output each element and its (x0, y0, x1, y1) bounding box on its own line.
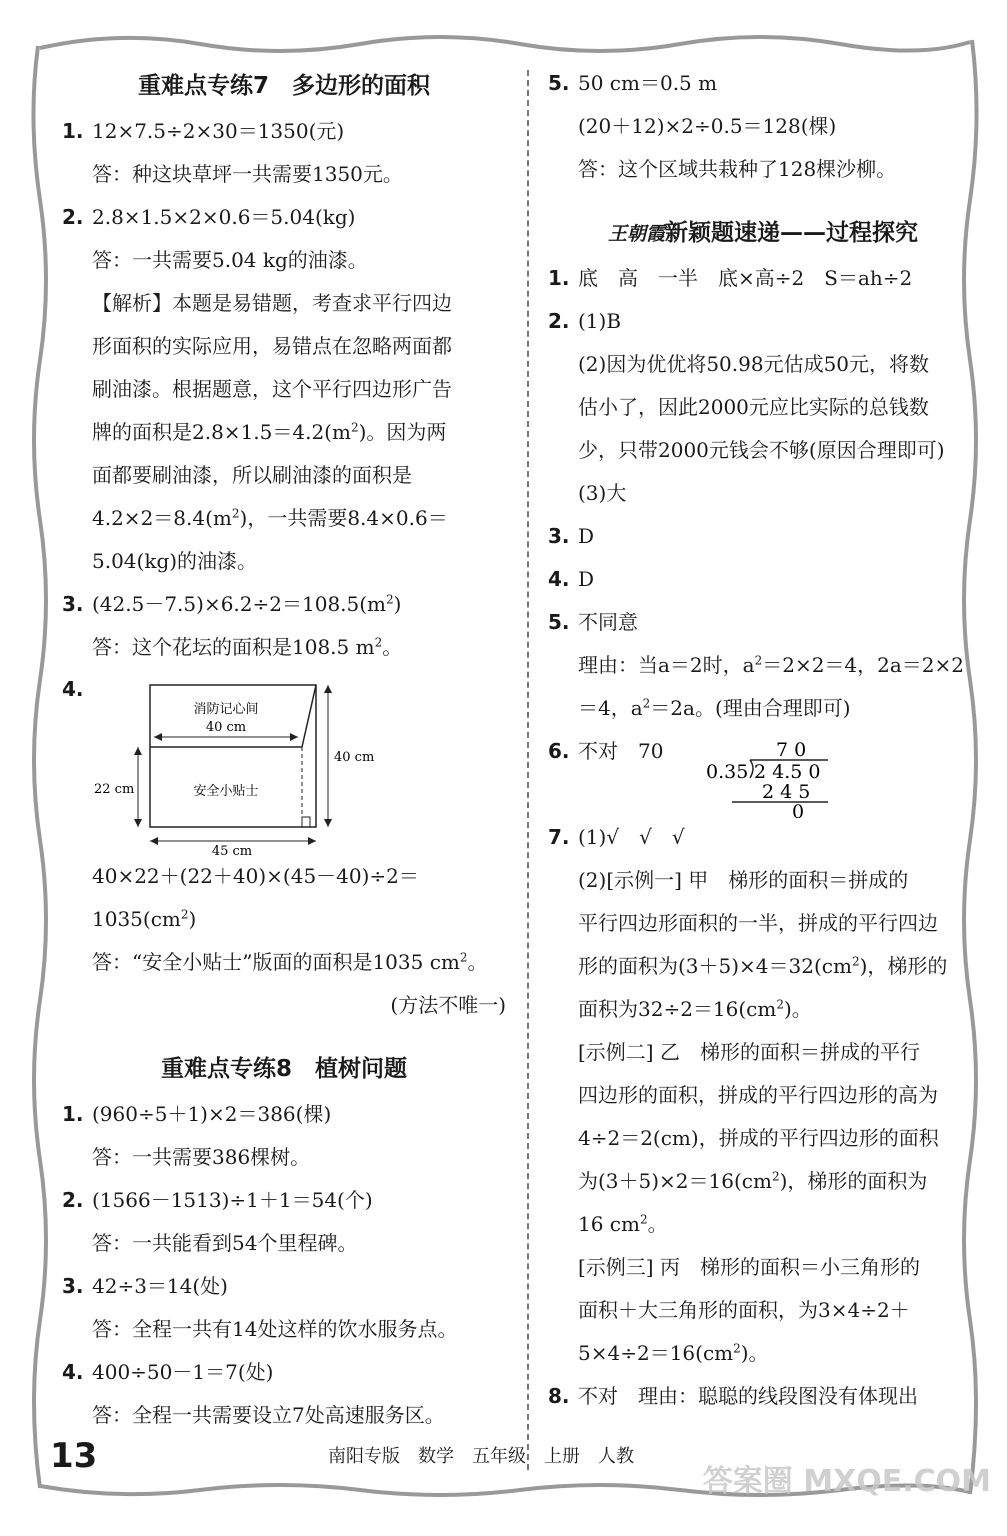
answer-line: 答：一共能看到54个里程碑。 (92, 1231, 358, 1255)
left-column (62, 62, 506, 1437)
answer-line: 4. 400÷50－1＝7(处) (62, 1351, 506, 1394)
svg-text:0: 0 (792, 801, 805, 818)
watermark: 答案圈 MXQE.COM (702, 1464, 991, 1499)
answer-line: 面积＋大三角形的面积，为3×4÷2＋ (578, 1298, 910, 1322)
item-number: 1. (548, 266, 570, 290)
answer-line: 3. $(42.5-7.5)\times 6.2\div 2=108.5(m^2)$ (62, 583, 506, 626)
answer-line: (3)大 (578, 481, 627, 505)
answer-line: 2. (1566－1513)÷1＋1＝54(个) (62, 1179, 506, 1222)
analysis-line: 刷油漆。根据题意，这个平行四边形广告 (92, 377, 452, 401)
item-number: 1. (62, 1102, 84, 1126)
answer-line: 面积为$32\div 2=16(cm^2)$。 (578, 997, 812, 1021)
figure-poster-layout (62, 669, 506, 855)
svg-text:0.35: 0.35 (706, 761, 749, 783)
answer-line: 8. 不对 理由：聪聪的线段图没有体现出 (548, 1375, 978, 1418)
item-number: 2. (62, 1188, 84, 1212)
answer-line: 答：这个花坛的面积是108.5 $m^2$。 (92, 635, 403, 659)
answer-line: 答：一共需要386棵树。 (92, 1145, 311, 1169)
answer-line: 16 $cm^2$。 (578, 1212, 668, 1236)
width-label-top: 40 cm (205, 720, 247, 735)
poster-diagram (62, 669, 502, 855)
answer-line: $5\times 4\div 2=16(cm^2)$。 (578, 1341, 769, 1365)
footer-info: 南阳专版 数学 五年级 上册 人教 (328, 1446, 634, 1467)
analysis-line: 5.04(kg)的油漆。 (92, 549, 258, 573)
item-number: 4. (548, 567, 570, 591)
height-label-right: 40 cm (334, 750, 375, 765)
page-number: 13 (50, 1436, 98, 1476)
analysis-line: 牌的面积是$2.8\times 1.5=4.2(m^2)$。因为两 (92, 420, 447, 444)
answer-line: 4÷2＝2(cm)，拼成的平行四边形的面积 (578, 1126, 939, 1150)
poster-top-label: 消防记心间 (193, 702, 259, 717)
answer-line: 答：这个区域共栽种了128棵沙柳。 (578, 157, 897, 181)
right-column (548, 62, 978, 1418)
analysis-line: 【解析】本题是易错题，考查求平行四边 (92, 291, 452, 315)
answer-line: 3. 42÷3＝14(处) (62, 1265, 506, 1308)
answer-line: 2. (1)B (548, 300, 978, 343)
analysis-line: 面都要刷油漆，所以刷油漆的面积是 (92, 463, 412, 487)
answer-line: 5. 50 cm＝0.5 m (548, 62, 978, 105)
item-number: 2. (548, 309, 570, 333)
item-number: 3. (548, 524, 570, 548)
answer-line: 2. 2.8×1.5×2×0.6＝5.04(kg) (62, 196, 506, 239)
answer-line: ＝4，$a^2=2a$。(理由合理即可) (578, 696, 851, 720)
long-division (704, 730, 854, 818)
item-number: 7. (548, 825, 570, 849)
answer-line: 40×22＋(22＋40)×(45－40)÷2＝ (92, 864, 419, 888)
answer-line: 1. (960÷5＋1)×2＝386(棵) (62, 1093, 506, 1136)
answer-line: 3. D (548, 515, 978, 558)
analysis-line: $4.2\times 2=8.4(m^2)$，一共需要8.4×0.6＝ (92, 506, 448, 530)
item-number: 8. (548, 1384, 570, 1408)
height-label-left: 22 cm (94, 782, 135, 797)
answer-line: 估小了，因此2000元应比实际的总钱数 (578, 395, 929, 419)
item-number: 5. (548, 71, 570, 95)
answer-line: $1035(cm^2)$ (92, 907, 197, 931)
column-divider (527, 70, 529, 1470)
answer-line: 7. (1)√ √ √ (548, 816, 978, 859)
width-label-bottom: 45 cm (211, 844, 253, 855)
answer-line: 为$(3+5)\times 2=16(cm^2)$，梯形的面积为 (578, 1169, 928, 1193)
svg-text:7 0: 7 0 (776, 739, 807, 761)
item-number: 2. (62, 205, 84, 229)
answer-line: 5. 不同意 (548, 601, 978, 644)
answer-line: (20＋12)×2÷0.5＝128(棵) (578, 114, 837, 138)
answer-line: (2)因为优优将50.98元估成50元，将数 (578, 352, 930, 376)
poster-bottom-label: 安全小贴士 (193, 784, 259, 799)
answer-line: 答：一共需要5.04 kg的油漆。 (92, 248, 368, 272)
item-number: 6. (548, 739, 570, 763)
answer-line: 答：全程一共需要设立7处高速服务区。 (92, 1403, 445, 1427)
answer-line: (2)[示例一] 甲 梯形的面积＝拼成的 (578, 868, 909, 892)
answer-line: 少，只带2000元钱会不够(原因合理即可) (578, 438, 945, 462)
brand-logo: 王朝霞 (607, 223, 665, 245)
answer-line: 4. D (548, 558, 978, 601)
answer-line: 答：“安全小贴士”版面的面积是1035 $cm^2$。 (92, 950, 488, 974)
item-number: 4. (62, 1360, 84, 1384)
answer-line: 理由：当a＝2时，$a^2=2\times 2=4$，2a＝2×2 (578, 653, 965, 677)
section-title-new-problems: 王朝霞新颖题速递——过程探究 (607, 220, 918, 246)
item-number: 3. (62, 1274, 84, 1298)
item-number: 5. (548, 610, 570, 634)
item-number: 3. (62, 592, 84, 616)
answer-line: 1. 12×7.5÷2×30＝1350(元) (62, 110, 506, 153)
answer-line: 6. 不对 70 7 0 0.35 2 4.5 0 2 4 5 0 (548, 730, 978, 816)
item-number: 1. (62, 119, 84, 143)
answer-line: [示例三] 丙 梯形的面积＝小三角形的 (578, 1255, 920, 1279)
item-number: 4. (62, 677, 84, 701)
answer-line: 答：种这块草坪一共需要1350元。 (92, 162, 403, 186)
section-title-tree-planting: 重难点专练8 植树问题 (160, 1056, 407, 1082)
svg-text:2 4 5: 2 4 5 (762, 781, 811, 803)
svg-text:2 4.5 0: 2 4.5 0 (754, 761, 821, 783)
answer-line: [示例二] 乙 梯形的面积＝拼成的平行 (578, 1040, 920, 1064)
answer-line: 四边形的面积，拼成的平行四边形的高为 (578, 1083, 938, 1107)
answer-line: 答：全程一共有14处这样的饮水服务点。 (92, 1317, 458, 1341)
section-title-polygon-area: 重难点专练7 多边形的面积 (137, 73, 430, 99)
answer-line: 平行四边形面积的一半，拼成的平行四边 (578, 911, 938, 935)
answer-line: 形的面积为$(3+5)\times 4=32(cm^2)$，梯形的 (578, 954, 948, 978)
answer-line: 1. 底 高 一半 底×高÷2 S＝ah÷2 (548, 257, 978, 300)
analysis-line: 形面积的实际应用，易错点在忽略两面都 (92, 334, 452, 358)
method-note: (方法不唯一) (390, 993, 506, 1017)
